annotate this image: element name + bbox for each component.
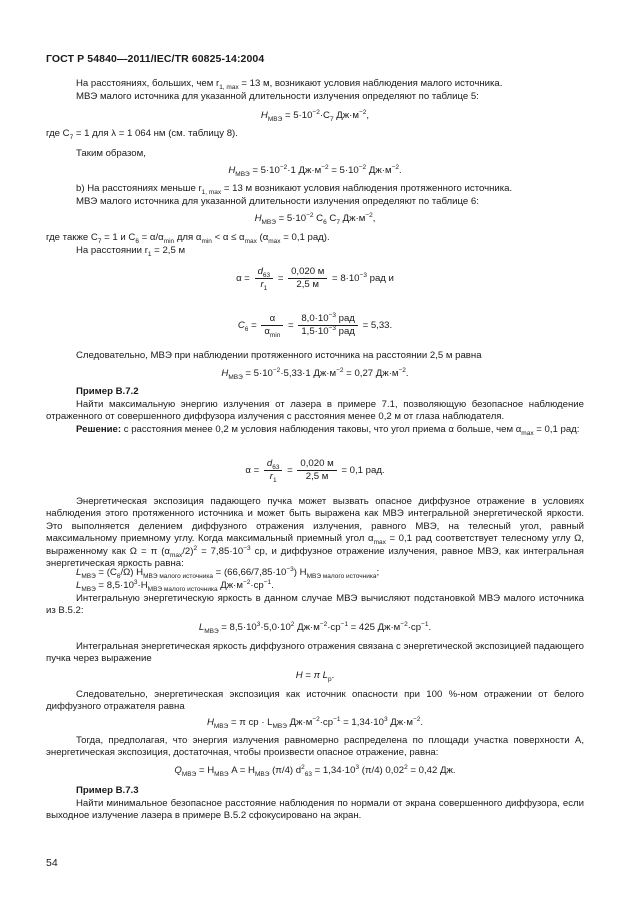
- formula: α = $\frac{d_{63}}{r_1}$ = $\frac{0,020 м}{2,5 м}$ = $8\cdot 10^{-3}$ рад и: [236, 266, 394, 292]
- example-title: Пример B.7.3: [76, 785, 139, 796]
- paragraph: МВЭ малого источника для указанной длительности излучения определяют по таблице 6:: [76, 196, 479, 207]
- paragraph: Интегральная энергетическая яркость диффузного отражения связана с энергетической экспозицией падающего пучка через выражение: [46, 641, 584, 665]
- formula: $C_6$ = $\frac{\alpha}{\alpha_{min}}$ = $\frac{8,0\cdot 10^{-3} рад}{1,5\cdot 10^{-3} рад}$ = 5,33.: [237, 311, 393, 339]
- paragraph: Решение: с расстояния менее 0,2 м условия наблюдения таковы, что угол приема α больше, чем $\alpha_{max} = 0,1$ рад:: [76, 424, 580, 437]
- fraction: $\frac{d_{63}}{r_1}$: [255, 266, 274, 291]
- paragraph: Следовательно, МВЭ при наблюдении протяженного источника на расстоянии 2,5 м равна: [76, 350, 482, 361]
- formula: $H_{МВЭ} = 5\cdot 10^{-2}\cdot C_7$ $Дж\cdot м^{-2}$,: [260, 108, 370, 123]
- formula: $H_{МВЭ} = \pi$ ср · $L_{МВЭ}$ $Дж\cdot м^{-2}\cdot ср^{-1} = 1,34\cdot 10^3$ $Дж\cdot м^{-2}$.: [206, 715, 424, 730]
- page-number: 54: [46, 857, 58, 869]
- page-header: ГОСТ Р 54840—2011/IEC/TR 60825-14:2004: [46, 53, 265, 65]
- paragraph: Найти минимальное безопасное расстояние наблюдения по нормали от экрана совершенного диффузора, если выходное излучение лазера в примере B.5.2 сфокусировано на экран.: [46, 798, 584, 822]
- paragraph: b) На расстояниях меньше $r_{1, max} = 13$ м возникают условия наблюдения протяженного источника.: [76, 183, 513, 196]
- formula: $H_{МВЭ} = 5\cdot 10^{-2}$ $C_6$ $C_7$ $Дж\cdot м^{-2}$,: [254, 211, 376, 226]
- example-title: Пример B.7.2: [76, 386, 139, 397]
- paragraph: Следовательно, энергетическая экспозиция как источник опасности при 100 %-ном отражении от белого диффузного отражателя равна: [46, 689, 584, 713]
- paragraph: Найти максимальную энергию излучения от лазера в примере 7.1, позволяющую безопасное наблюдение отраженного от совершенного диффузора излучения с расстояния менее 0,2 м от глаза наблюдателя.: [46, 399, 584, 423]
- formula: $H_{МВЭ} = 5\cdot 10^{-2}\cdot 5,33\cdot 1$ $Дж\cdot м^{-2} = 0,27$ $Дж\cdot м^{-2}$.: [221, 366, 409, 381]
- paragraph: где также $C_7 = 1$ и $C_6 = \alpha/\alpha_{min}$ для $\alpha_{min} < \alpha \le \alpha_{max}$ ($\alpha_{max} = 0,1$ рад).: [46, 232, 330, 245]
- paragraph: МВЭ малого источника для указанной длительности излучения определяют по таблице 5:: [76, 91, 479, 102]
- formula-line: $L_{МВЭ} = 8,5\cdot 10^3\cdot H_{МВЭ малого источника}$ $Дж\cdot м^{-2}\cdot ср^{-1}$.: [76, 578, 274, 593]
- paragraph: Таким образом,: [76, 148, 146, 159]
- paragraph: Энергетическая экспозиция падающего пучка может вызвать опасное диффузное отражение в условиях наблюдения этого протяженного источника и может быть выражена как МВЭ интегральной энергетической яркости. Это выполняется делением диффузного отражения излучения, равного МВЭ, на телесный угол, равный максимальному приемному углу. Когда максимальный приемный угол $\alpha_{max} = 0,1$ рад соответствует телесному углу Ω, выраженному как Ω = π $(\alpha_{max}/2)^2 = 7,85\cdot 10^{-3}$ ср, и диффузное отражение излучения, равное МВЭ, как интегральная энергетическая яркость равна:: [46, 496, 584, 570]
- fraction: $\frac{\alpha}{\alpha_{min}}$: [261, 313, 283, 338]
- paragraph: На расстоянии $r_1 = 2,5$ м: [76, 245, 186, 258]
- paragraph: На расстояниях, больших, чем $r_{1, max} = 13$ м, возникают условия наблюдения малого источника.: [76, 78, 503, 91]
- formula-line: $L_{МВЭ} = (C_6/\Omega) H_{МВЭ малого источника} = (66,66/7,85\cdot 10^{-3})$ $H_{МВЭ малого источника}$;: [76, 565, 380, 580]
- fraction: $\frac{0,020 м}{2,5 м}$: [297, 458, 336, 483]
- fraction: $\frac{8,0\cdot 10^{-3} рад}{1,5\cdot 10^{-3} рад}$: [298, 313, 358, 338]
- paragraph: Тогда, предполагая, что энергия излучения равномерно распределена по площади участка поверхности A, энергетическая экспозиция, достаточная, чтобы произвести опасное отражение, равна:: [46, 735, 584, 759]
- formula: $L_{МВЭ} = 8,5\cdot 10^3\cdot 5,0\cdot 10^2$ $Дж\cdot м^{-2}\cdot ср^{-1} = 425$ $Дж\cdot м^{-2}\cdot ср^{-1}$.: [198, 620, 432, 635]
- formula: H = π $L_p$.: [295, 670, 335, 683]
- formula: $H_{МВЭ} = 5\cdot 10^{-2}\cdot 1$ $Дж\cdot м^{-2} = 5\cdot 10^{-2}$ $Дж\cdot м^{-2}$.: [228, 163, 402, 178]
- formula: α = $\frac{d_{63}}{r_1}$ = $\frac{0,020 м}{2,5 м}$ = 0,1 рад.: [245, 458, 385, 484]
- fraction: $\frac{d_{63}}{r_1}$: [264, 458, 283, 483]
- paragraph: Интегральную энергетическую яркость в данном случае МВЭ вычисляют подстановкой МВЭ малого источника из B.5.2:: [46, 593, 584, 617]
- formula: $Q_{МВЭ} = H_{МВЭ}$ $A = H_{МВЭ}$ (π/4) $d^2_{63} = 1,34\cdot 10^3$ (π/4) $0,02^2 = 0,42$ Дж.: [174, 763, 456, 778]
- paragraph: где $C_7 = 1$ для λ = 1 064 нм (см. таблицу 8).: [46, 128, 238, 141]
- fraction: $\frac{0,020 м}{2,5 м}$: [288, 266, 327, 291]
